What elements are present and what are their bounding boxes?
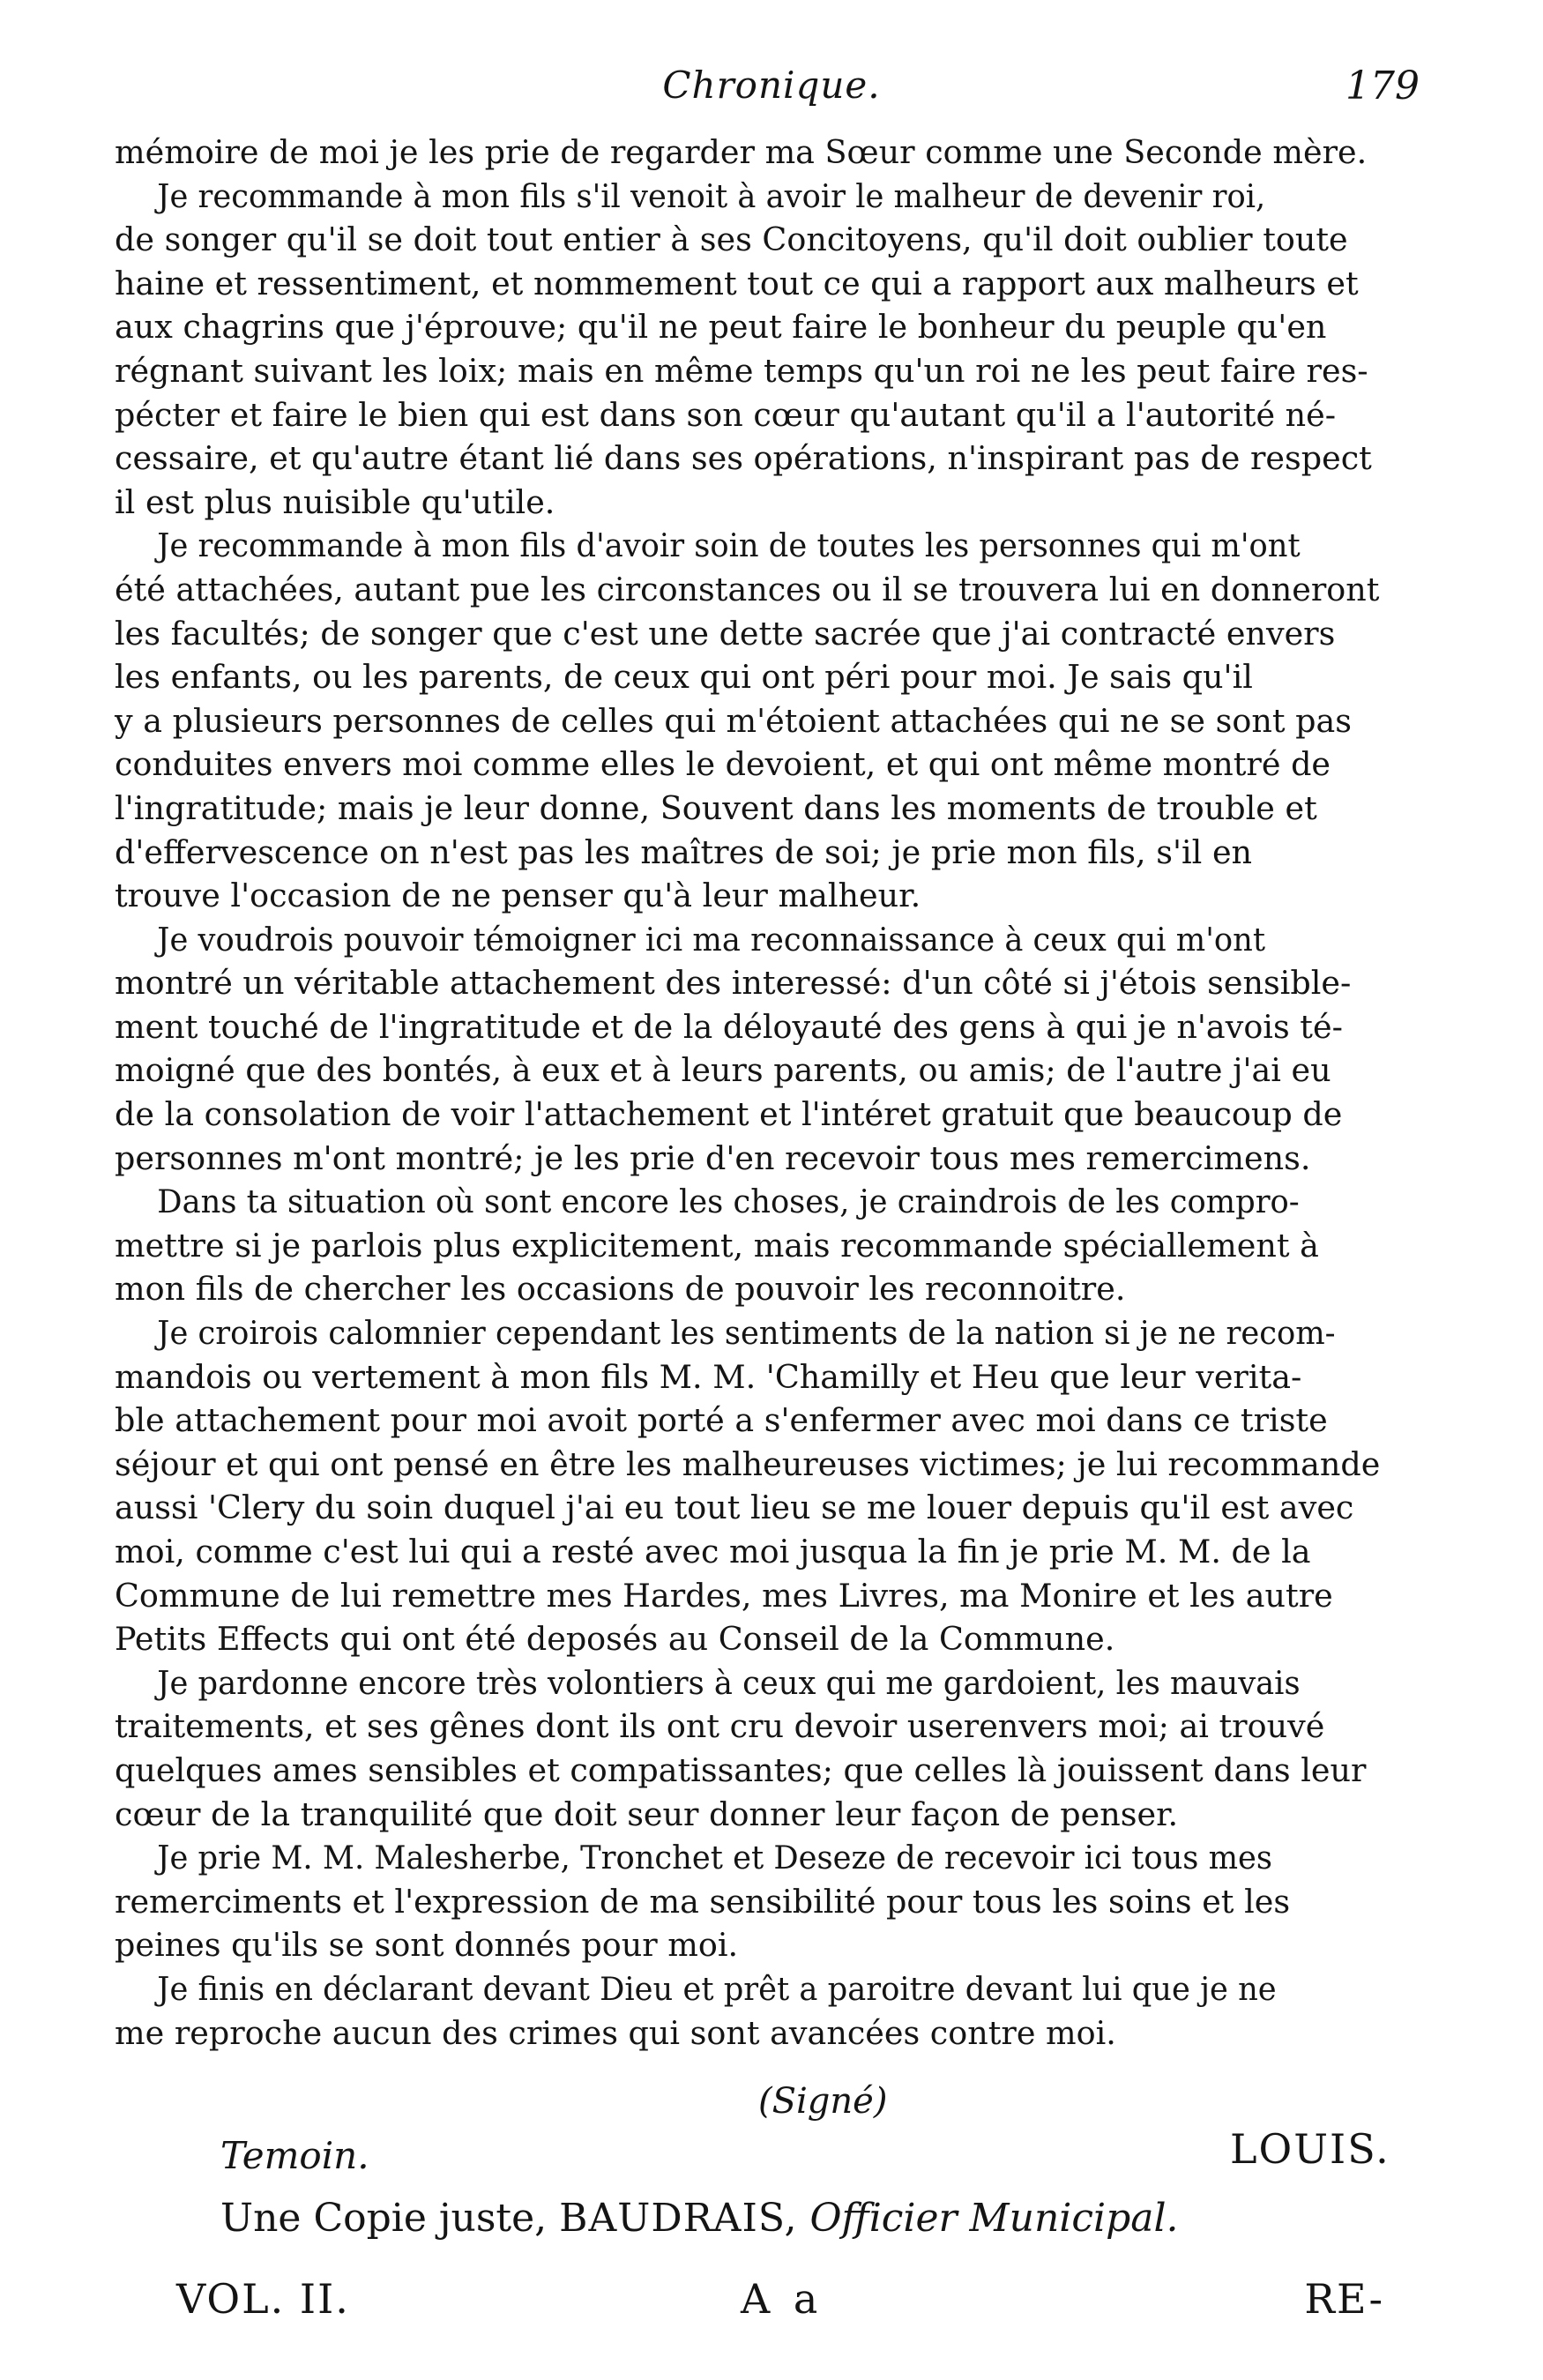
text-line: l'ingratitude; mais je leur donne, Souvent dans les moments de trouble et: [115, 788, 1317, 827]
page-footer: [176, 2275, 1384, 2328]
paragraph: [115, 918, 1420, 1181]
text-line: Je recommande à mon fils d'avoir soin de toutes les personnes qui m'ont: [157, 526, 1301, 565]
text-line: moigné que des bontés, à eux et à leurs parents, ou amis; de l'autre j'ai eu: [115, 1051, 1331, 1090]
text-line: haine et ressentiment, et nommement tout ce qui a rapport aux malheurs et: [115, 264, 1359, 302]
text-line: peines qu'ils se sont donnés pour moi.: [115, 1926, 739, 1965]
paragraph: [115, 524, 1420, 917]
copy-title: Officier Municipal.: [809, 2196, 1179, 2241]
paragraph: [115, 131, 1420, 175]
text-line: Je recommande à mon fils s'il venoit à avoir le malheur de devenir roi,: [157, 176, 1266, 215]
paragraph: [115, 1661, 1420, 1836]
signature-mark: A a: [741, 2275, 824, 2323]
running-head: Chronique.: [662, 63, 881, 107]
text-line: trouve l'occasion de ne penser qu'à leur malheur.: [115, 877, 921, 915]
text-line: mémoire de moi je les prie de regarder ma Sœur comme une Seconde mère.: [115, 133, 1368, 171]
text-line: cœur de la tranquilité que doit seur donner leur façon de penser.: [115, 1794, 1179, 1833]
text-line: aussi 'Clery du soin duquel j'ai eu tout lieu se me louer depuis qu'il est avec: [115, 1488, 1354, 1527]
text-line: ble attachement pour moi avoit porté a s'enfermer avec moi dans ce triste: [115, 1401, 1328, 1440]
text-line: y a plusieurs personnes de celles qui m'étoient attachées qui ne se sont pas: [115, 701, 1352, 740]
text-line: Je croirois calomnier cependant les sentiments de la nation si je ne recom-: [157, 1314, 1336, 1353]
text-line: les facultés; de songer que c'est une dette sacrée que j'ai contracté envers: [115, 614, 1336, 653]
text-line: Petits Effects qui ont été deposés au Conseil de la Commune.: [115, 1620, 1115, 1659]
text-line: pécter et faire le bien qui est dans son cœur qu'autant qu'il a l'autorité né-: [115, 395, 1337, 434]
text-line: Je voudrois pouvoir témoigner ici ma reconnaissance à ceux qui m'ont: [157, 920, 1266, 959]
paragraph: [115, 1836, 1420, 1967]
text-line: traitements, et ses gênes dont ils ont cru devoir userenvers moi; ai trouvé: [115, 1707, 1325, 1746]
copy-attestation: [220, 2196, 1179, 2241]
text-line: Je prie M. M. Malesherbe, Tronchet et Deseze de recevoir ici tous mes: [157, 1839, 1273, 1877]
paragraph: [115, 175, 1420, 525]
page-header: [123, 63, 1420, 116]
paragraph: [115, 1180, 1420, 1311]
signe-label: (Signé): [758, 2081, 888, 2122]
text-line: mettre si je parlois plus explicitement, mais recommande spéciallement à: [115, 1226, 1319, 1265]
text-line: personnes m'ont montré; je les prie d'en recevoir tous mes remercimens.: [115, 1138, 1311, 1177]
text-line: conduites envers moi comme elles le devoient, et qui ont même montré de: [115, 745, 1331, 784]
text-line: Dans ta situation où sont encore les choses, je craindrois de les compro-: [157, 1183, 1300, 1221]
text-line: Commune de lui remettre mes Hardes, mes Livres, ma Monire et les autre: [115, 1576, 1333, 1615]
copy-prefix: Une Copie juste,: [220, 2196, 548, 2241]
text-line: régnant suivant les loix; mais en même temps qu'un roi ne les peut faire res-: [115, 351, 1368, 390]
text-line: cessaire, et qu'autre étant lié dans ses opérations, n'inspirant pas de respect: [115, 439, 1372, 478]
text-line: aux chagrins que j'éprouve; qu'il ne peut faire le bonheur du peuple qu'en: [115, 308, 1327, 347]
louis-signature: LOUIS.: [1230, 2125, 1390, 2173]
text-line: d'effervescence on n'est pas les maîtres de soi; je prie mon fils, s'il en: [115, 832, 1253, 871]
text-line: Je pardonne encore très volontiers à ceux qui me gardoient, les mauvais: [157, 1663, 1301, 1702]
text-line: mandois ou vertement à mon fils M. M. 'Chamilly et Heu que leur verita-: [115, 1357, 1302, 1396]
volume-mark: VOL. II.: [176, 2275, 350, 2323]
text-line: de la consolation de voir l'attachement et l'intéret gratuit que beaucoup de: [115, 1095, 1343, 1134]
text-line: Je finis en déclarant devant Dieu et prêt a paroitre devant lui que je ne: [157, 1969, 1277, 2008]
paragraph: [115, 1311, 1420, 1661]
text-line: montré un véritable attachement des interessé: d'un côté si j'étois sensible-: [115, 964, 1352, 1003]
text-line: mon fils de chercher les occasions de pouvoir les reconnoitre.: [115, 1270, 1126, 1309]
paragraph: [115, 1967, 1420, 2055]
text-line: quelques ames sensibles et compatissantes; que celles là jouissent dans leur: [115, 1750, 1367, 1789]
page-number: 179: [1345, 63, 1420, 108]
temoin-label: Temoin.: [220, 2134, 369, 2177]
copy-name: BAUDRAIS,: [559, 2196, 798, 2241]
text-line: séjour et qui ont pensé en être les malheureuses victimes; je lui recommande: [115, 1444, 1381, 1483]
text-line: me reproche aucun des crimes qui sont avancées contre moi.: [115, 2013, 1116, 2052]
text-line: été attachées, autant pue les circonstances ou il se trouvera lui en donneront: [115, 570, 1380, 608]
text-line: les enfants, ou les parents, de ceux qui ont péri pour moi. Je sais qu'il: [115, 658, 1253, 697]
text-line: ment touché de l'ingratitude et de la déloyauté des gens à qui je n'avois té-: [115, 1007, 1343, 1046]
text-line: moi, comme c'est lui qui a resté avec moi jusqua la fin je prie M. M. de la: [115, 1533, 1311, 1571]
page-body: [115, 131, 1420, 2055]
text-line: de songer qu'il se doit tout entier à ses Concitoyens, qu'il doit oublier toute: [115, 220, 1348, 259]
text-line: remerciments et l'expression de ma sensibilité pour tous les soins et les: [115, 1882, 1291, 1921]
catchword: RE-: [1304, 2275, 1384, 2323]
text-line: il est plus nuisible qu'utile.: [115, 482, 555, 521]
